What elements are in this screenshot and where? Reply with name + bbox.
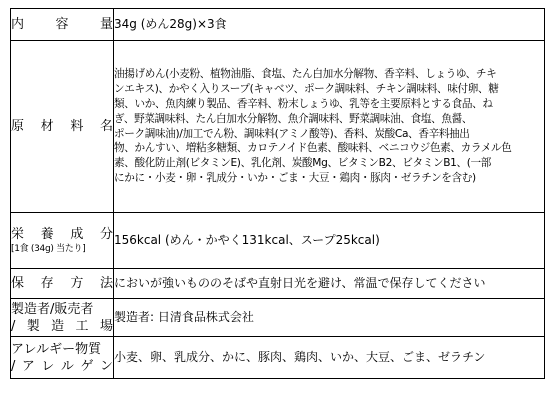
key-char: ゲ: [80, 358, 94, 374]
key-char: /: [11, 358, 16, 374]
row-storage: [11, 269, 545, 299]
value-nutrition: 156kcal (めん・かやく131kcal、スープ25kcal): [114, 213, 545, 269]
row-ingredients: [11, 41, 545, 213]
key-char: 原: [11, 119, 25, 134]
key-char: 栄: [11, 226, 25, 242]
value-storage: においが強いもののそばや直射日光を避け、常温で保存してください: [114, 269, 545, 299]
row-content-amount: [11, 9, 545, 41]
key-char: /: [11, 318, 16, 334]
key-char: ル: [60, 358, 74, 374]
key-text: アレルギー物質: [11, 341, 102, 357]
ingredients-line: ポーク調味油)/加工でん粉、調味料(アミノ酸等)、香料、炭酸Ca、香辛料抽出: [114, 127, 470, 140]
key-char: 内: [11, 17, 25, 32]
key-char: 容: [55, 17, 69, 32]
key-ingredients: [11, 41, 114, 213]
key-storage: [11, 269, 114, 299]
value-allergens: 小麦、卵、乳成分、かに、豚肉、鶏肉、いか、大豆、ごま、ゼラチン: [114, 337, 545, 379]
key-char: ア: [21, 358, 35, 374]
value-content-amount: 34g (めん28g)×3食: [114, 9, 545, 41]
ingredients-line: 物、かんすい、増粘多糖類、カロテノイド色素、酸味料、ベニコウジ色素、カラメル色: [114, 142, 512, 155]
key-text: 製造者/販売者: [11, 301, 94, 317]
key-nutrition-serving: [1食 (34g) 当たり]: [11, 243, 86, 254]
row-allergens: [11, 337, 545, 379]
key-content-amount: [11, 9, 114, 41]
ingredients-line: 類、いか、魚肉練り製品、香辛料、粉末しょうゆ、乳等を主要原料とする食品、ね: [114, 97, 493, 110]
key-char: 養: [40, 226, 54, 242]
key-char: 料: [70, 119, 84, 134]
ingredients-line: にかに・小麦・卵・乳成分・いか・ごま・大豆・鶏肉・豚肉・ゼラチンを含む): [114, 171, 476, 184]
key-manufacturer: [11, 299, 114, 337]
key-char: ン: [99, 358, 113, 374]
ingredients-line: 油揚げめん(小麦粉、植物油脂、食塩、たん白加水分解物、香辛料、しょうゆ、チキ: [114, 68, 497, 81]
key-char: 製: [26, 318, 40, 334]
key-char: 存: [40, 276, 54, 291]
nutrition-label-table: [10, 8, 545, 379]
key-nutrition: [11, 213, 114, 269]
ingredients-line: 素、酸化防止剤(ビタミンE)、乳化剤、炭酸Mg、ビタミンB2、ビタミンB1、(一部: [114, 157, 492, 170]
key-char: 量: [99, 17, 113, 32]
ingredients-line: ぎ、野菜調味料、たん白加水分解物、魚介調味料、野菜調味油、食塩、魚醤、: [114, 112, 473, 125]
row-nutrition: [11, 213, 545, 269]
value-manufacturer: 製造者: 日清食品株式会社: [114, 299, 545, 337]
key-allergens: [11, 337, 114, 379]
key-char: 保: [11, 276, 25, 291]
key-char: 方: [70, 276, 84, 291]
key-char: 法: [99, 276, 113, 291]
value-ingredients: [114, 41, 545, 213]
key-char: 工: [75, 318, 89, 334]
key-char: レ: [41, 358, 55, 374]
key-char: 分: [99, 226, 113, 242]
key-char: 材: [40, 119, 54, 134]
key-char: 成: [70, 226, 84, 242]
key-char: 名: [99, 119, 113, 134]
key-char: 造: [51, 318, 65, 334]
row-manufacturer: [11, 299, 545, 337]
key-char: 場: [99, 318, 113, 334]
ingredients-line: ンエキス)、かやく入りスープ(キャベツ、ポーク調味料、チキン調味料、味付卵、糖: [114, 83, 499, 96]
